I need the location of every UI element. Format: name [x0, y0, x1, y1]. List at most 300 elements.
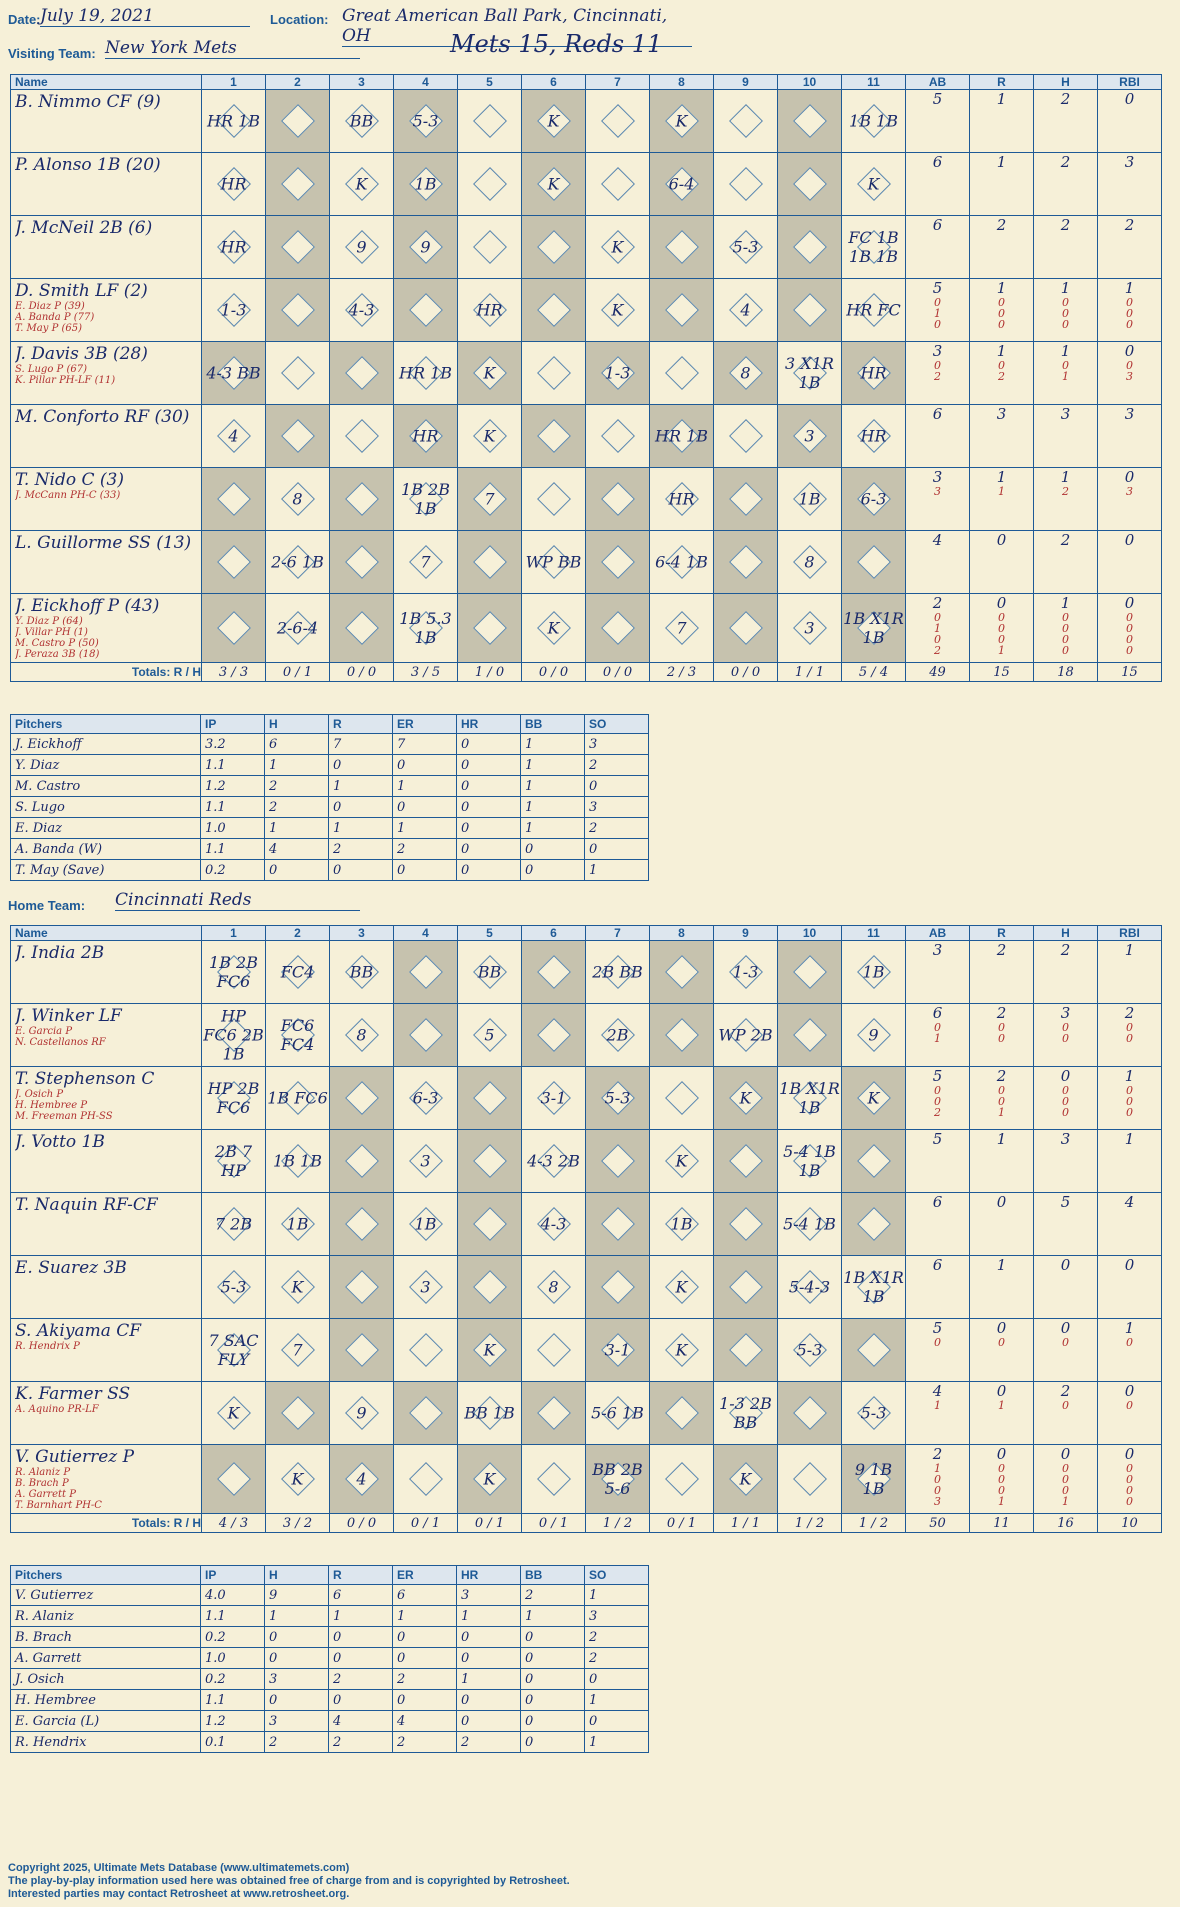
stat-value: 6: [932, 153, 943, 171]
batter-name: K. Farmer SS: [15, 1384, 131, 1404]
batter-row: [11, 153, 1162, 216]
at-bat-cell: [522, 90, 586, 153]
at-bat-result: 3: [420, 1277, 431, 1297]
pitcher-name: M. Castro: [11, 776, 201, 797]
base-diamond: [345, 1081, 379, 1115]
pitcher-stat: 2: [393, 839, 457, 860]
at-bat-cell: [266, 1382, 330, 1445]
batter-row: [11, 279, 1162, 342]
pitcher-row: [11, 734, 649, 755]
at-bat-cell: [394, 279, 458, 342]
inning-header: 8: [650, 926, 714, 941]
at-bat-cell: [458, 1382, 522, 1445]
batter-name-cell: [11, 153, 202, 216]
pitcher-stat: 0: [457, 776, 521, 797]
pitcher-stat-header: ER: [393, 1566, 457, 1585]
stat-cell-ab: [906, 1256, 970, 1319]
stat-value: 0: [1060, 1256, 1071, 1274]
at-bat-cell: [202, 1445, 266, 1514]
stat-cell-h: [1034, 153, 1098, 216]
at-bat-result: WP 2B: [718, 1025, 773, 1045]
at-bat-cell: [458, 90, 522, 153]
batter-name-cell: [11, 468, 202, 531]
inning-header: 2: [266, 75, 330, 90]
substitute-stat-value: 0: [998, 1484, 1005, 1497]
at-bat-cell: [714, 594, 778, 663]
pitcher-stat-header: IP: [201, 1566, 265, 1585]
stat-value: 0: [1124, 1382, 1135, 1400]
base-diamond: [345, 1144, 379, 1178]
at-bat-cell: [714, 1130, 778, 1193]
stat-cell-r: [970, 1319, 1034, 1382]
pitcher-row: [11, 818, 649, 839]
at-bat-cell: [458, 594, 522, 663]
stat-value: 5: [932, 279, 943, 297]
batter-name: P. Alonso 1B (20): [15, 155, 161, 175]
stat-value: 6: [932, 405, 943, 423]
batter-name-cell: [11, 90, 202, 153]
pitcher-stat: 1.0: [201, 1648, 265, 1669]
at-bat-result: HR 1B: [654, 426, 709, 446]
pitcher-stat: 1.1: [201, 755, 265, 776]
batter-name-cell: [11, 531, 202, 594]
substitute-stat-value: 1: [934, 1462, 941, 1475]
at-bat-cell: [458, 279, 522, 342]
stat-cell-r: [970, 1004, 1034, 1067]
substitute-stat-value: 0: [998, 296, 1005, 309]
score-title: Mets 15, Reds 11: [450, 30, 663, 58]
at-bat-result: 9: [868, 1025, 879, 1045]
base-diamond: [601, 611, 635, 645]
substitute-stat-value: 0: [1062, 318, 1069, 331]
stat-cell-h: [1034, 279, 1098, 342]
at-bat-cell: [778, 90, 842, 153]
pitcher-stat: 0: [393, 860, 457, 881]
substitute-stat-value: 0: [934, 633, 941, 646]
pitcher-stat: 1.2: [201, 776, 265, 797]
stat-cell-h: [1034, 1382, 1098, 1445]
at-bat-cell: [330, 1445, 394, 1514]
substitute-stat-value: 1: [998, 644, 1005, 657]
at-bat-result: BB: [477, 962, 502, 982]
inning-header: 4: [394, 926, 458, 941]
pitcher-stat: 0.2: [201, 1669, 265, 1690]
pitcher-stat: 0: [329, 755, 393, 776]
stat-cell-rbi: [1098, 941, 1162, 1004]
stat-value: 2: [932, 1445, 943, 1463]
at-bat-result: HP FC6 2B 1B: [203, 1006, 264, 1064]
stat-cell-r: [970, 468, 1034, 531]
at-bat-cell: [650, 594, 714, 663]
pitcher-stat: 0: [521, 1711, 585, 1732]
at-bat-cell: [394, 90, 458, 153]
stat-value: 2: [996, 1067, 1007, 1085]
stat-value: 1: [996, 279, 1007, 297]
base-diamond: [793, 104, 827, 138]
base-diamond: [729, 1207, 763, 1241]
pitcher-stat: 2: [457, 1732, 521, 1753]
at-bat-result: 1B 2B FC6: [209, 953, 258, 991]
substitute-stat-value: 0: [1062, 1484, 1069, 1497]
pitcher-stat: 2: [393, 1732, 457, 1753]
substitute-stat-value: 0: [1062, 633, 1069, 646]
substitute-stat-value: 1: [998, 1495, 1005, 1508]
at-bat-cell: [650, 1130, 714, 1193]
substitute-stat-value: 0: [998, 1021, 1005, 1034]
at-bat-cell: [586, 531, 650, 594]
at-bat-result: 2B: [606, 1025, 629, 1045]
at-bat-cell: [202, 1067, 266, 1130]
at-bat-result: 1B X1R 1B: [843, 1268, 904, 1306]
at-bat-cell: [586, 1067, 650, 1130]
at-bat-result: 1-3 2B BB: [719, 1394, 772, 1432]
stat-value: 2: [1060, 1382, 1071, 1400]
at-bat-cell: [778, 279, 842, 342]
pitcher-stat: 1: [457, 1606, 521, 1627]
at-bat-cell: [458, 531, 522, 594]
pitcher-stat: 0: [457, 860, 521, 881]
base-diamond: [665, 1396, 699, 1430]
inning-total: 3 / 2: [266, 1514, 330, 1533]
pitcher-stat: 0: [329, 1690, 393, 1711]
at-bat-cell: [650, 279, 714, 342]
pitcher-stat: 0: [457, 797, 521, 818]
pitcher-stat: 0: [457, 734, 521, 755]
at-bat-result: 8: [292, 489, 303, 509]
at-bat-cell: [522, 1067, 586, 1130]
stat-value: 1: [996, 1130, 1007, 1148]
substitute-stat-value: 1: [934, 307, 941, 320]
at-bat-cell: [778, 1256, 842, 1319]
at-bat-cell: [202, 1130, 266, 1193]
stat-cell-ab: [906, 216, 970, 279]
batter-name: T. Stephenson C: [15, 1069, 155, 1089]
substitute-stat-value: 0: [1062, 1106, 1069, 1119]
at-bat-result: 1B 1B: [849, 111, 898, 131]
substitute-stat-value: 0: [998, 1032, 1005, 1045]
inning-total: 3 / 5: [394, 663, 458, 682]
at-bat-result: 9: [356, 237, 367, 257]
name-header: Name: [11, 75, 202, 90]
pitcher-stat: 0: [457, 839, 521, 860]
stat-cell-r: [970, 1382, 1034, 1445]
base-diamond: [345, 356, 379, 390]
at-bat-cell: [842, 153, 906, 216]
pitcher-row: [11, 1690, 649, 1711]
at-bat-cell: [714, 1256, 778, 1319]
pitcher-stat: 2: [393, 1669, 457, 1690]
at-bat-cell: [714, 1193, 778, 1256]
stat-value: 2: [1124, 216, 1135, 234]
base-diamond: [601, 1144, 635, 1178]
stat-cell-rbi: [1098, 1382, 1162, 1445]
at-bat-cell: [650, 342, 714, 405]
pitcher-stat: 0.2: [201, 860, 265, 881]
substitute-stat-value: 0: [1126, 633, 1133, 646]
substitute-stat-value: 0: [1126, 359, 1133, 372]
base-diamond: [601, 545, 635, 579]
stat-value: 3: [1060, 405, 1071, 423]
at-bat-cell: [714, 1445, 778, 1514]
substitute-name: A. Banda P (77): [15, 312, 95, 323]
base-diamond: [537, 1018, 571, 1052]
at-bat-cell: [458, 342, 522, 405]
stat-value: 0: [996, 531, 1007, 549]
pitcher-stat: 2: [329, 839, 393, 860]
stat-cell-ab: [906, 153, 970, 216]
pitcher-row: [11, 1606, 649, 1627]
substitute-stat-value: 1: [998, 485, 1005, 498]
substitute-stat-value: 0: [998, 318, 1005, 331]
batter-name-cell: [11, 1130, 202, 1193]
at-bat-cell: [842, 1445, 906, 1514]
at-bat-result: 2-6-4: [276, 618, 319, 638]
at-bat-cell: [330, 1382, 394, 1445]
at-bat-cell: [458, 1256, 522, 1319]
pitcher-stat: 1.1: [201, 1690, 265, 1711]
at-bat-result: 3: [420, 1151, 431, 1171]
base-diamond: [473, 104, 507, 138]
batter-name-cell: [11, 342, 202, 405]
substitute-stat-value: 0: [934, 296, 941, 309]
pitcher-stat: 1: [393, 776, 457, 797]
pitcher-stat: 0: [265, 860, 329, 881]
inning-total: 1 / 1: [714, 1514, 778, 1533]
stat-cell-rbi: [1098, 342, 1162, 405]
substitute-stat-value: 0: [1126, 611, 1133, 624]
at-bat-result: 8: [356, 1025, 367, 1045]
stat-cell-rbi: [1098, 1067, 1162, 1130]
pitcher-name: R. Hendrix: [11, 1732, 201, 1753]
at-bat-cell: [202, 279, 266, 342]
stat-cell-rbi: [1098, 1004, 1162, 1067]
stat-value: 2: [1060, 90, 1071, 108]
at-bat-result: K: [675, 111, 688, 131]
substitute-stat-value: 0: [934, 318, 941, 331]
at-bat-cell: [394, 594, 458, 663]
at-bat-result: HP 2B FC6: [207, 1079, 260, 1117]
inning-total: 1 / 1: [778, 663, 842, 682]
batter-row: [11, 468, 1162, 531]
pitcher-stat-header: BB: [521, 715, 585, 734]
stat-header: AB: [906, 75, 970, 90]
base-diamond: [793, 955, 827, 989]
at-bat-result: K: [547, 111, 560, 131]
at-bat-cell: [714, 153, 778, 216]
substitute-stat-value: 0: [1126, 1473, 1133, 1486]
pitcher-stat: 0: [329, 1648, 393, 1669]
base-diamond: [793, 1396, 827, 1430]
pitcher-stat: 1.1: [201, 797, 265, 818]
at-bat-cell: [842, 468, 906, 531]
pitcher-stat: 3: [457, 1585, 521, 1606]
at-bat-cell: [778, 405, 842, 468]
at-bat-result: 5-3: [860, 1403, 887, 1423]
at-bat-cell: [394, 342, 458, 405]
pitcher-stat: 7: [393, 734, 457, 755]
at-bat-cell: [586, 468, 650, 531]
substitute-stat-value: 0: [1062, 359, 1069, 372]
at-bat-cell: [778, 468, 842, 531]
substitute-name: N. Castellanos RF: [15, 1037, 106, 1048]
substitute-stat-value: 0: [1126, 1106, 1133, 1119]
stat-cell-h: [1034, 405, 1098, 468]
base-diamond: [665, 1018, 699, 1052]
pitcher-stat: 0: [265, 1690, 329, 1711]
at-bat-cell: [522, 941, 586, 1004]
date-value: July 19, 2021: [40, 6, 250, 27]
at-bat-cell: [714, 468, 778, 531]
stat-value: 3: [932, 941, 943, 959]
at-bat-result: 1B 2B 1B: [401, 480, 450, 518]
batter-row: [11, 1319, 1162, 1382]
date-label: Date:: [8, 12, 41, 27]
at-bat-cell: [650, 1004, 714, 1067]
at-bat-result: HR 1B: [398, 363, 453, 383]
stat-value: 1: [1124, 1319, 1135, 1337]
substitute-stat-value: 1: [998, 1399, 1005, 1412]
at-bat-cell: [202, 342, 266, 405]
at-bat-cell: [842, 1382, 906, 1445]
stat-value: 2: [1060, 531, 1071, 549]
pitcher-stat: 0: [521, 1627, 585, 1648]
at-bat-result: K: [739, 1088, 752, 1108]
at-bat-cell: [522, 279, 586, 342]
at-bat-cell: [202, 405, 266, 468]
at-bat-cell: [266, 1004, 330, 1067]
pitcher-stat: 2: [265, 1732, 329, 1753]
pitcher-name: A. Banda (W): [11, 839, 201, 860]
substitute-stat-value: 0: [998, 622, 1005, 635]
stat-value: 2: [1060, 216, 1071, 234]
at-bat-cell: [330, 1193, 394, 1256]
inning-total: 4 / 3: [202, 1514, 266, 1533]
inning-header: 3: [330, 75, 394, 90]
pitcher-stat: 2: [585, 818, 649, 839]
substitute-stat-value: 3: [934, 1495, 941, 1508]
inning-header: 10: [778, 75, 842, 90]
pitcher-stat: 3: [585, 734, 649, 755]
inning-total: 2 / 3: [650, 663, 714, 682]
base-diamond: [345, 1270, 379, 1304]
pitcher-stat: 0: [457, 818, 521, 839]
at-bat-cell: [394, 1067, 458, 1130]
grand-total: 15: [1098, 663, 1162, 682]
grand-total: 10: [1098, 1514, 1162, 1533]
at-bat-cell: [650, 405, 714, 468]
at-bat-cell: [714, 1319, 778, 1382]
pitcher-stat: 0: [521, 839, 585, 860]
at-bat-result: 4-3 BB: [206, 363, 261, 383]
pitcher-stat: 4.0: [201, 1585, 265, 1606]
at-bat-cell: [394, 468, 458, 531]
inning-header: 8: [650, 75, 714, 90]
pitcher-stat: 0.1: [201, 1732, 265, 1753]
stat-cell-r: [970, 279, 1034, 342]
stat-cell-rbi: [1098, 153, 1162, 216]
stat-value: 1: [996, 153, 1007, 171]
inning-header: 11: [842, 926, 906, 941]
stat-cell-r: [970, 405, 1034, 468]
location-label: Location:: [270, 12, 329, 27]
stat-cell-h: [1034, 1256, 1098, 1319]
substitute-stat-value: 3: [1126, 485, 1133, 498]
base-diamond: [409, 1333, 443, 1367]
pitcher-stat-header: Pitchers: [11, 1566, 201, 1585]
base-diamond: [473, 545, 507, 579]
at-bat-cell: [778, 342, 842, 405]
at-bat-cell: [202, 1382, 266, 1445]
base-diamond: [793, 230, 827, 264]
stat-header: H: [1034, 75, 1098, 90]
at-bat-result: FC 1B 1B 1B: [848, 228, 899, 266]
at-bat-cell: [586, 1004, 650, 1067]
pitcher-stat-header: R: [329, 1566, 393, 1585]
at-bat-cell: [330, 941, 394, 1004]
stat-cell-r: [970, 90, 1034, 153]
stat-cell-r: [970, 342, 1034, 405]
at-bat-cell: [458, 1319, 522, 1382]
stat-value: 1: [996, 1256, 1007, 1274]
stat-cell-ab: [906, 1319, 970, 1382]
pitcher-stat: 0: [521, 1732, 585, 1753]
substitute-stat-value: 0: [1062, 1021, 1069, 1034]
substitute-stat-value: 0: [1062, 644, 1069, 657]
substitute-stat-value: 1: [998, 1106, 1005, 1119]
stat-cell-ab: [906, 1382, 970, 1445]
stat-value: 1: [1060, 279, 1071, 297]
at-bat-result: K: [291, 1469, 304, 1489]
stat-value: 1: [1060, 342, 1071, 360]
at-bat-cell: [394, 941, 458, 1004]
stat-value: 5: [932, 90, 943, 108]
base-diamond: [217, 611, 251, 645]
at-bat-cell: [842, 531, 906, 594]
batter-name-cell: [11, 279, 202, 342]
stat-cell-r: [970, 594, 1034, 663]
substitute-name: K. Pillar PH-LF (11): [15, 375, 116, 386]
pitcher-stat: 1: [329, 818, 393, 839]
at-bat-cell: [266, 1445, 330, 1514]
stat-cell-ab: [906, 468, 970, 531]
stat-cell-ab: [906, 279, 970, 342]
pitcher-stat: 3.2: [201, 734, 265, 755]
at-bat-cell: [842, 279, 906, 342]
stat-cell-r: [970, 1256, 1034, 1319]
at-bat-cell: [650, 531, 714, 594]
pitcher-stat: 1: [585, 860, 649, 881]
at-bat-cell: [202, 941, 266, 1004]
at-bat-cell: [714, 279, 778, 342]
stat-header: R: [970, 75, 1034, 90]
pitcher-stat: 3: [585, 1606, 649, 1627]
inning-header: 7: [586, 926, 650, 941]
at-bat-result: 8: [548, 1277, 559, 1297]
substitute-stat-value: 1: [934, 1032, 941, 1045]
at-bat-cell: [458, 216, 522, 279]
substitute-stat-value: 1: [934, 1399, 941, 1412]
batter-name: D. Smith LF (2): [15, 281, 148, 301]
at-bat-cell: [842, 1067, 906, 1130]
stat-value: 2: [932, 594, 943, 612]
at-bat-cell: [202, 1319, 266, 1382]
pitcher-stat: 0: [521, 1669, 585, 1690]
pitcher-stat: 0: [585, 1711, 649, 1732]
at-bat-cell: [842, 1004, 906, 1067]
stat-cell-h: [1034, 1130, 1098, 1193]
at-bat-cell: [266, 90, 330, 153]
at-bat-cell: [266, 216, 330, 279]
